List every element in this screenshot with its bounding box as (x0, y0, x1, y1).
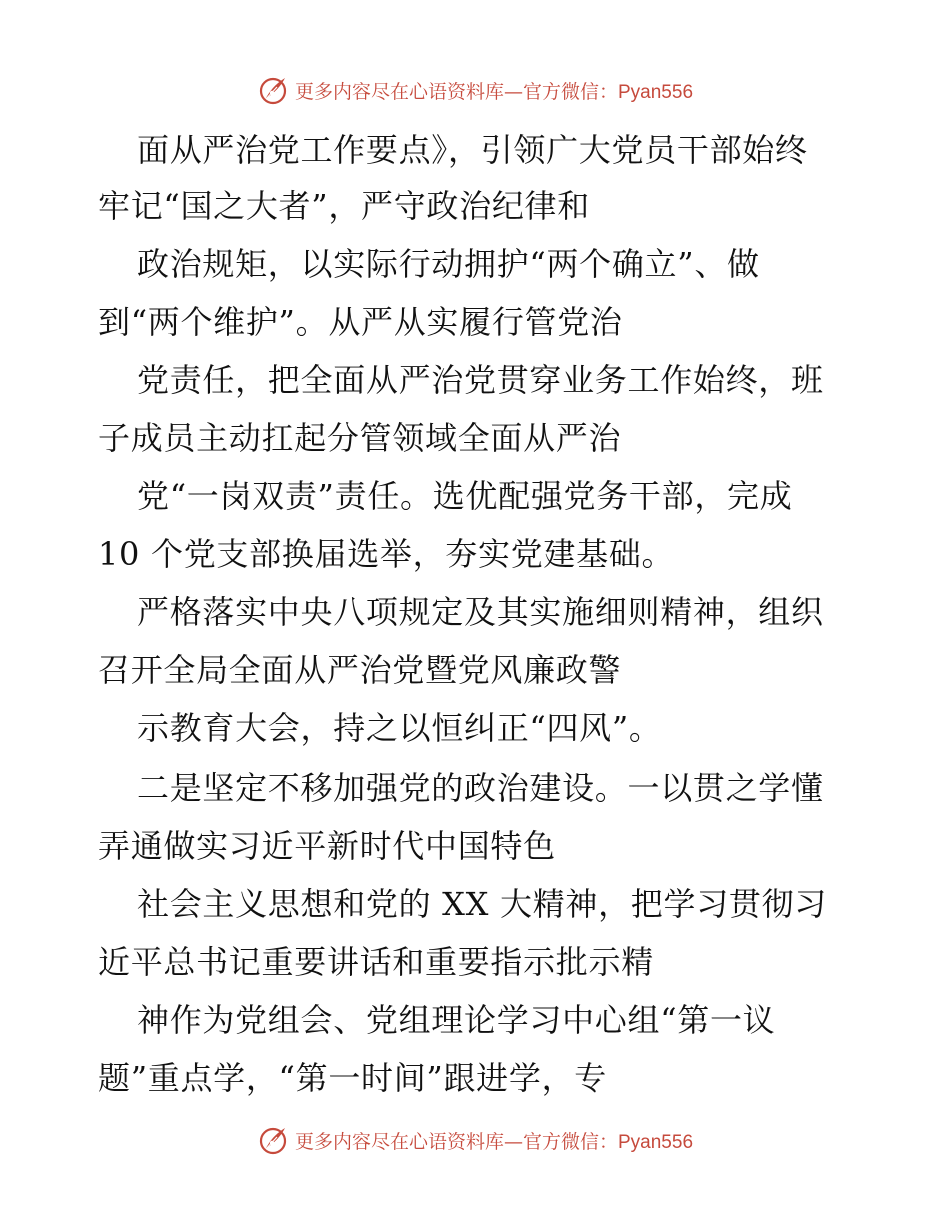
body-line-4: 到“两个维护”。从严从实履行管党治 (98, 303, 623, 341)
footer-wechat-id: Pyan556 (618, 1131, 694, 1153)
body-line-2: 牢记“国之大者”，严守政治纪律和 (98, 187, 590, 225)
body-line-7: 党“一岗双责”责任。选优配强党务干部，完成 (137, 477, 793, 515)
body-line-3: 政治规矩，以实际行动拥护“两个确立”、做 (137, 245, 760, 283)
body-line-6: 子成员主动扛起分管领域全面从严治 (98, 419, 622, 457)
footer-banner-text (295, 1127, 693, 1154)
body-line-14: 社会主义思想和党的 XX 大精神，把学习贯彻习 (137, 885, 828, 923)
body-line-1: 面从严治党工作要点》，引领广大党员干部始终 (137, 131, 808, 169)
body-line-5: 党责任，把全面从严治党贯穿业务工作始终，班 (137, 361, 824, 399)
footer-banner (0, 1123, 950, 1157)
body-line-8: 10 个党支部换届选举，夯实党建基础。 (98, 535, 675, 573)
header-banner (0, 73, 950, 107)
header-banner-label: 更多内容尽在心语资料库—官方微信： (294, 80, 618, 103)
footer-banner-label: 更多内容尽在心语资料库—官方微信： (294, 1130, 618, 1153)
body-line-16: 神作为党组会、党组理论学习中心组“第一议 (137, 1001, 776, 1039)
header-banner-inner (257, 74, 693, 106)
footer-banner-inner (257, 1124, 693, 1156)
body-line-10: 召开全局全面从严治党暨党风廉政警 (98, 651, 622, 689)
feather-pen-logo-icon (257, 74, 289, 106)
header-wechat-id: Pyan556 (618, 81, 694, 103)
body-line-11: 示教育大会，持之以恒纠正“四风”。 (137, 709, 662, 747)
body-line-9: 严格落实中央八项规定及其实施细则精神，组织 (137, 593, 824, 631)
body-line-17: 题”重点学，“第一时间”跟进学，专 (98, 1059, 607, 1097)
header-banner-text (295, 77, 693, 104)
body-line-15: 近平总书记重要讲话和重要指示批示精 (98, 943, 654, 981)
feather-pen-logo-icon (257, 1124, 289, 1156)
body-line-13: 弄通做实习近平新时代中国特色 (98, 827, 556, 865)
body-line-12: 二是坚定不移加强党的政治建设。一以贯之学懂 (137, 769, 824, 807)
